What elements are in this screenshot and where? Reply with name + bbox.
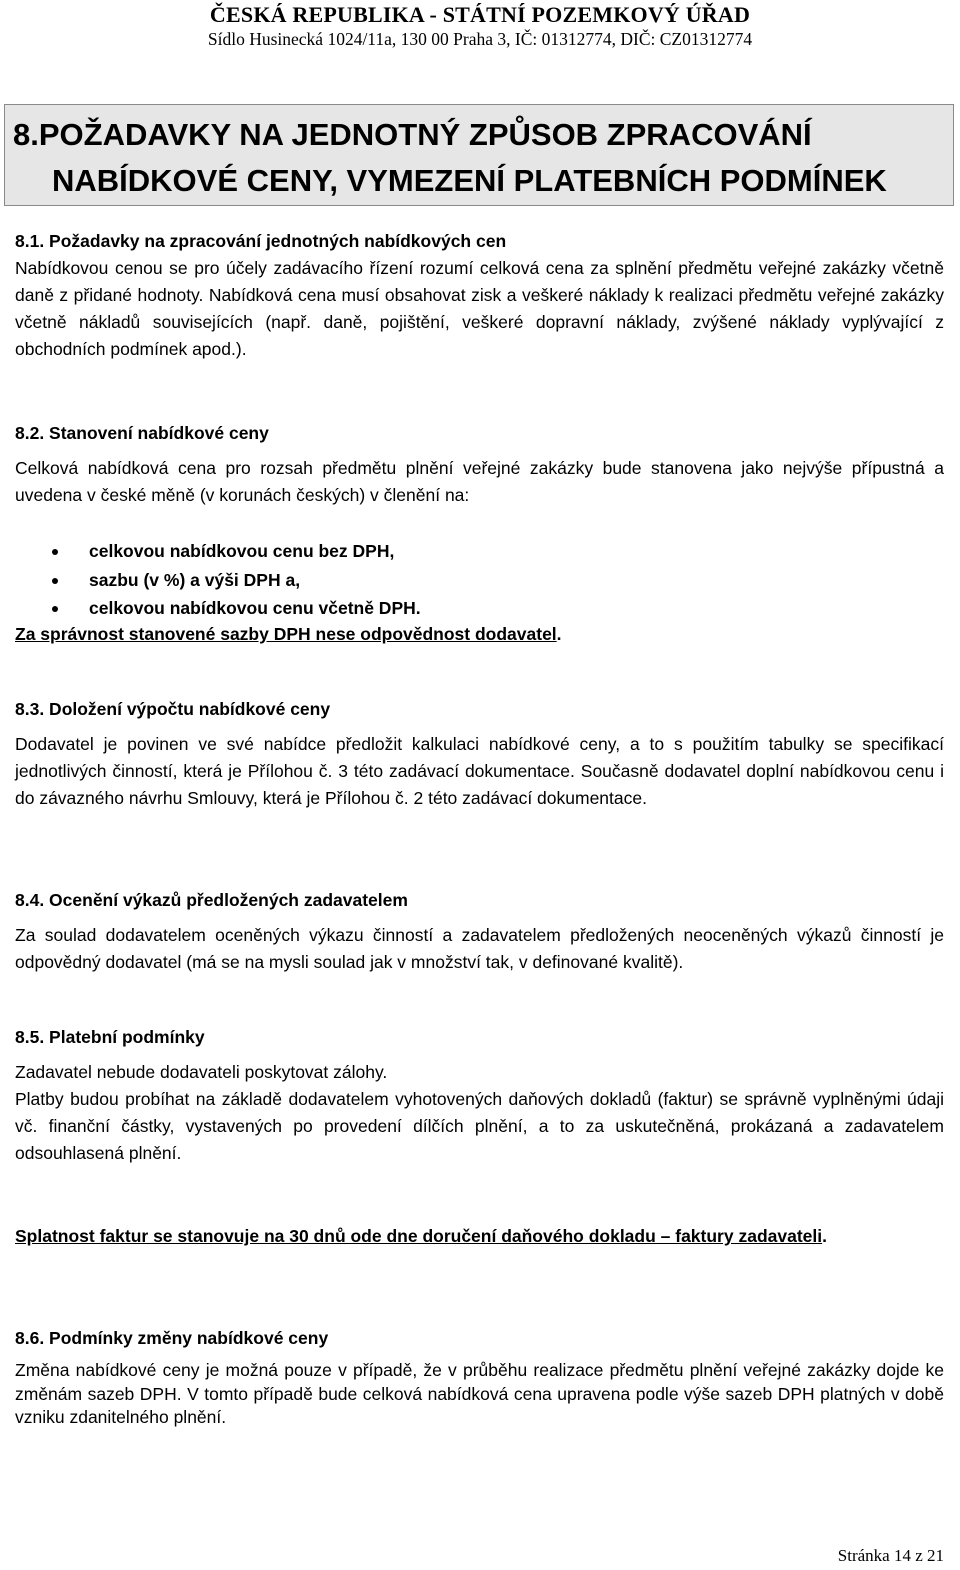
section-8-6 xyxy=(15,1325,944,1430)
organization-address: Sídlo Husinecká 1024/11a, 130 00 Praha 3, IČ: 01312774, DIČ: CZ01312774 xyxy=(207,29,753,49)
section-heading: 8.6. Podmínky změny nabídkové ceny xyxy=(15,1328,329,1348)
invoice-due-note: Splatnost faktur se stanovuje na 30 dnů ode dne doručení daňového dokladu – faktury zadavateli. xyxy=(15,1226,827,1246)
section-heading: 8.2. Stanovení nabídkové ceny xyxy=(15,423,269,443)
section-paragraph: Celková nabídková cena pro rozsah předmětu plnění veřejné zakázky bude stanovena jako nejvýše přípustná a uvedena v české měně (v korunách českých) v členění na: xyxy=(15,458,944,505)
section-8-3 xyxy=(15,696,944,812)
list-item: sazbu (v %) a výši DPH a, xyxy=(15,566,915,595)
section-heading: 8.4. Ocenění výkazů předložených zadavatelem xyxy=(15,890,408,910)
section-paragraph: Zadavatel nebude dodavateli poskytovat zálohy. xyxy=(15,1062,388,1082)
vat-responsibility-note: Za správnost stanovené sazby DPH nese odpovědnost dodavatel. xyxy=(15,624,562,644)
section-paragraph: Za soulad dodavatelem oceněných výkazu činností a zadavatelem předložených neoceněných výkazů činností je odpovědný dodavatel (má se na mysli soulad jak v množství tak, v definované kvalitě). xyxy=(15,925,944,972)
price-breakdown-list xyxy=(15,537,915,623)
section-paragraph: Dodavatel je povinen ve své nabídce předložit kalkulaci nabídkové ceny, a to s použitím tabulky se specifikací jednotlivých činností, která je Přílohou č. 3 této zadávací dokumentace. Současně dodavatel doplní nabídkovou cenu i do závazného návrhu Smlouvy, která je Přílohou č. 2 této zadávací dokumentace. xyxy=(15,734,944,808)
section-heading: 8.5. Platební podmínky xyxy=(15,1027,205,1047)
section-paragraph: Nabídkovou cenou se pro účely zadávacího řízení rozumí celková cena za splnění předmětu veřejné zakázky včetně daně z přidané hodnoty. Nabídková cena musí obsahovat zisk a veškeré náklady k realizaci předmětu veřejné zakázky včetně nákladů souvisejících (např. daně, pojištění, veškeré dopravní náklady, zvýšené náklady vyplývající z obchodních podmínek apod.). xyxy=(15,258,944,359)
section-heading: 8.3. Doložení výpočtu nabídkové ceny xyxy=(15,699,331,719)
bullet-icon xyxy=(52,606,58,612)
section-paragraph: Platby budou probíhat na základě dodavatelem vyhotovených daňových dokladů (faktur) se správně vyplněnými údaji vč. finanční částky, vystavených po provedení dílčích plnění, a to za uskutečněná, prokázaná a zadavatelem odsouhlasená plnění. xyxy=(15,1089,944,1163)
section-paragraph: Změna nabídkové ceny je možná pouze v případě, že v průběhu realizace předmětu plnění veřejné zakázky dojde ke změnám sazeb DPH. V tomto případě bude celková nabídková cena upravena podle výše sazeb DPH platných v době vzniku zdanitelného plnění. xyxy=(15,1360,944,1427)
chapter-title-box xyxy=(4,104,954,206)
section-heading: 8.1. Požadavky na zpracování jednotných nabídkových cen xyxy=(15,231,507,251)
chapter-title-line1: 8.POŽADAVKY NA JEDNOTNÝ ZPŮSOB ZPRACOVÁNÍ xyxy=(13,117,812,152)
section-8-1 xyxy=(15,228,944,363)
list-item: celkovou nabídkovou cenu včetně DPH. xyxy=(15,594,915,623)
bullet-icon xyxy=(52,578,58,584)
list-item: celkovou nabídkovou cenu bez DPH, xyxy=(15,537,915,566)
organization-name: ČESKÁ REPUBLIKA - STÁTNÍ POZEMKOVÝ ÚŘAD xyxy=(209,2,751,27)
section-8-5 xyxy=(15,1024,944,1167)
page-number: Stránka 14 z 21 xyxy=(837,1546,944,1565)
section-8-2 xyxy=(15,420,944,509)
letterhead xyxy=(0,2,960,50)
bullet-icon xyxy=(52,549,58,555)
section-8-4 xyxy=(15,887,944,976)
chapter-title-line2: NABÍDKOVÉ CENY, VYMEZENÍ PLATEBNÍCH PODMÍNEK xyxy=(52,163,887,198)
